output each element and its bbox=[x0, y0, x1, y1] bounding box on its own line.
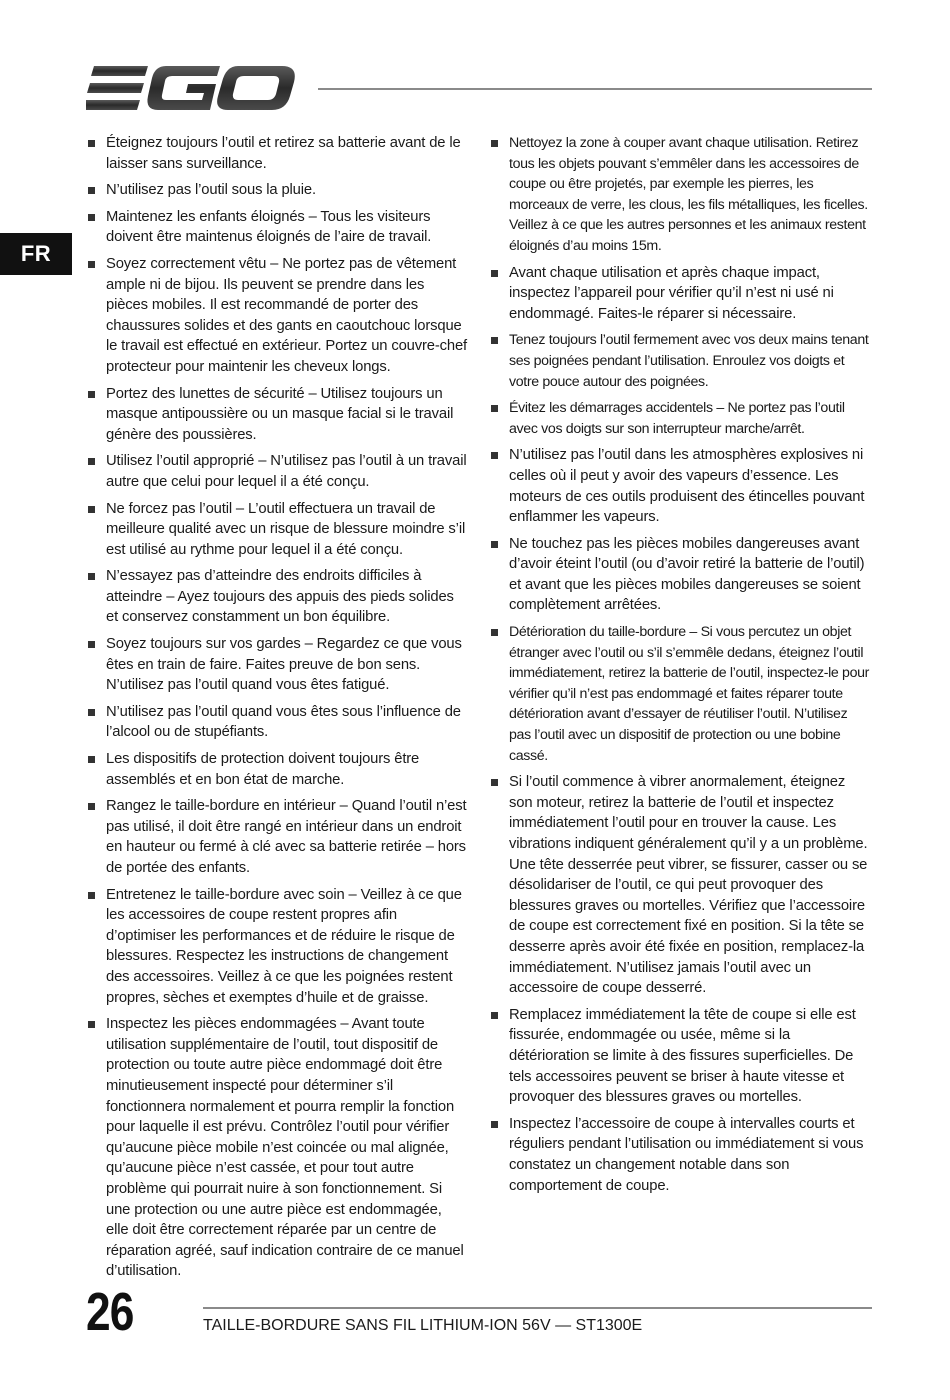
list-item: Ne forcez pas l’outil – L’outil effectuera un travail de meilleure qualité avec un risque de blessure moindre s’il est utilisé au rythme pour lequel il a été conçu. bbox=[88, 499, 468, 561]
ego-logo-graphic bbox=[86, 64, 298, 114]
list-item: Les dispositifs de protection doivent toujours être assemblés et en bon état de marche. bbox=[88, 749, 468, 790]
footer-title: TAILLE-BORDURE SANS FIL LITHIUM-ION 56V — ST1300E bbox=[203, 1317, 643, 1334]
left-column bbox=[88, 133, 468, 1288]
list-item: Portez des lunettes de sécurité – Utilisez toujours un masque antipoussière ou un masque facial si le travail génère des poussières. bbox=[88, 384, 468, 446]
list-item: Rangez le taille-bordure en intérieur – Quand l’outil n’est pas utilisé, il doit être rangé en intérieur dans un endroit en hauteur ou fermé à clé avec sa batterie retirée – hors de portée des enfants. bbox=[88, 796, 468, 878]
list-item: Tenez toujours l’outil fermement avec vos deux mains tenant ses poignées pendant l’utilisation. Enroulez vos doigts et votre pouce autour des poignées. bbox=[491, 330, 871, 392]
ego-logo bbox=[86, 64, 298, 114]
list-item: Détérioration du taille-bordure – Si vous percutez un objet étranger avec l’outil ou s’il s’emmêle dedans, éteignez l’outil immédiatement, retirez la batterie de l’outil, inspectez-le pour vérifier qu’il n’est pas endommagé et faites réparer toute détérioration avant d’essayer de réutiliser l’outil. N’utilisez pas l’outil avec un dispositif de protection ou une bobine cassé. bbox=[491, 622, 871, 766]
list-item: Remplacez immédiatement la tête de coupe si elle est fissurée, endommagée ou usée, même si la détérioration se limite à des fissures superficielles. De tels accessoires peuvent se briser à haute vitesse et provoquer des blessures graves ou mortelles. bbox=[491, 1005, 871, 1108]
list-item: Avant chaque utilisation et après chaque impact, inspectez l’appareil pour vérifier qu’il n’est ni usé ni endommagé. Faites-le réparer si nécessaire. bbox=[491, 263, 871, 325]
list-item: Maintenez les enfants éloignés – Tous les visiteurs doivent être maintenus éloignés de l’aire de travail. bbox=[88, 207, 468, 248]
list-item: Entretenez le taille-bordure avec soin – Veillez à ce que les accessoires de coupe restent propres afin d’optimiser les performances et de réduire le risque de blessures. Respectez les instructions de changement des accessoires. Veillez à ce que les poignées restent propres, sèches et exemptes d’huile et de graisse. bbox=[88, 885, 468, 1009]
right-column bbox=[491, 133, 871, 1202]
list-item: N’essayez pas d’atteindre des endroits difficiles à atteindre – Ayez toujours des appuis des pieds solides et conservez constamment un bon équilibre. bbox=[88, 566, 468, 628]
list-item: N’utilisez pas l’outil dans les atmosphères explosives ni celles où il peut y avoir des vapeurs d’essence. Les moteurs de ces outils produisent des étincelles pouvant enflammer les vapeurs. bbox=[491, 445, 871, 527]
footer-rule bbox=[203, 1307, 872, 1309]
list-item: Nettoyez la zone à couper avant chaque utilisation. Retirez tous les objets pouvant s’emmêler dans les accessoires de coupe ou être projetés, par exemple les pierres, les morceaux de verre, les clous, les fils métalliques, les ficelles. Veillez à ce que les autres personnes et les animaux restent éloignés d’au moins 15m. bbox=[491, 133, 871, 257]
list-item: Éteignez toujours l’outil et retirez sa batterie avant de le laisser sans surveillance. bbox=[88, 133, 468, 174]
list-item: Si l’outil commence à vibrer anormalement, éteignez son moteur, retirez la batterie de l’outil et inspectez immédiatement l’outil pour en trouver la cause. Les vibrations indiquent généralement qu’il y a un problème. Une tête desserrée peut vibrer, se fissurer, casser ou se désolidariser de l’outil, ce qui peut provoquer des blessures graves ou mortelles. Vérifiez que l’accessoire de coupe est correctement fixé en position. Si la tête se desserre après avoir été fixée en position, remplacez-la immédiatement. N’utilisez jamais l’outil avec un accessoire de coupe desserré. bbox=[491, 772, 871, 999]
list-item: Inspectez les pièces endommagées – Avant toute utilisation supplémentaire de l’outil, tout dispositif de protection ou toute autre pièce endommagé doit être minutieusement inspecté pour déterminer s’il fonctionnera normalement et pourra remplir la fonction pour laquelle il est prévu. Contrôlez l’outil pour vérifier qu’aucune pièce mobile n’est coincée ou mal alignée, qu’aucune pièce n’est cassée, et pour tout autre problème qui pourrait nuire à son fonctionnement. Si une protection ou une autre pièce est endommagée, elle doit être correctement réparée par un centre de réparation agréé, sauf indication contraire de ce manuel d’utilisation. bbox=[88, 1014, 468, 1282]
language-tab: FR bbox=[0, 233, 72, 275]
list-item: Ne touchez pas les pièces mobiles dangereuses avant d’avoir éteint l’outil (ou d’avoir retiré la batterie de l’outil) et avant que les pièces mobiles dangereuses se soient complètement arrêtées. bbox=[491, 534, 871, 616]
list-item: N’utilisez pas l’outil sous la pluie. bbox=[88, 180, 468, 201]
list-item: Évitez les démarrages accidentels – Ne portez pas l’outil avec vos doigts sur son interrupteur marche/arrêt. bbox=[491, 398, 871, 439]
list-item: N’utilisez pas l’outil quand vous êtes sous l’influence de l’alcool ou de stupéfiants. bbox=[88, 702, 468, 743]
header-rule bbox=[318, 88, 872, 90]
list-item: Soyez toujours sur vos gardes – Regardez ce que vous êtes en train de faire. Faites preuve de bon sens. N’utilisez pas l’outil quand vous êtes fatigué. bbox=[88, 634, 468, 696]
list-item: Inspectez l’accessoire de coupe à intervalles courts et réguliers pendant l’utilisation ou immédiatement si vous constatez un changement notable dans son comportement de coupe. bbox=[491, 1114, 871, 1196]
page-number: 26 bbox=[86, 1282, 134, 1342]
list-item: Soyez correctement vêtu – Ne portez pas de vêtement ample ni de bijou. Ils peuvent se prendre dans les pièces mobiles. Il est recommandé de porter des chaussures solides et des gants en caoutchouc lorsque le travail est effectué en extérieur. Portez un couvre-chef protecteur pour maintenir les cheveux longs. bbox=[88, 254, 468, 378]
list-item: Utilisez l’outil approprié – N’utilisez pas l’outil à un travail autre que celui pour lequel il a été conçu. bbox=[88, 451, 468, 492]
